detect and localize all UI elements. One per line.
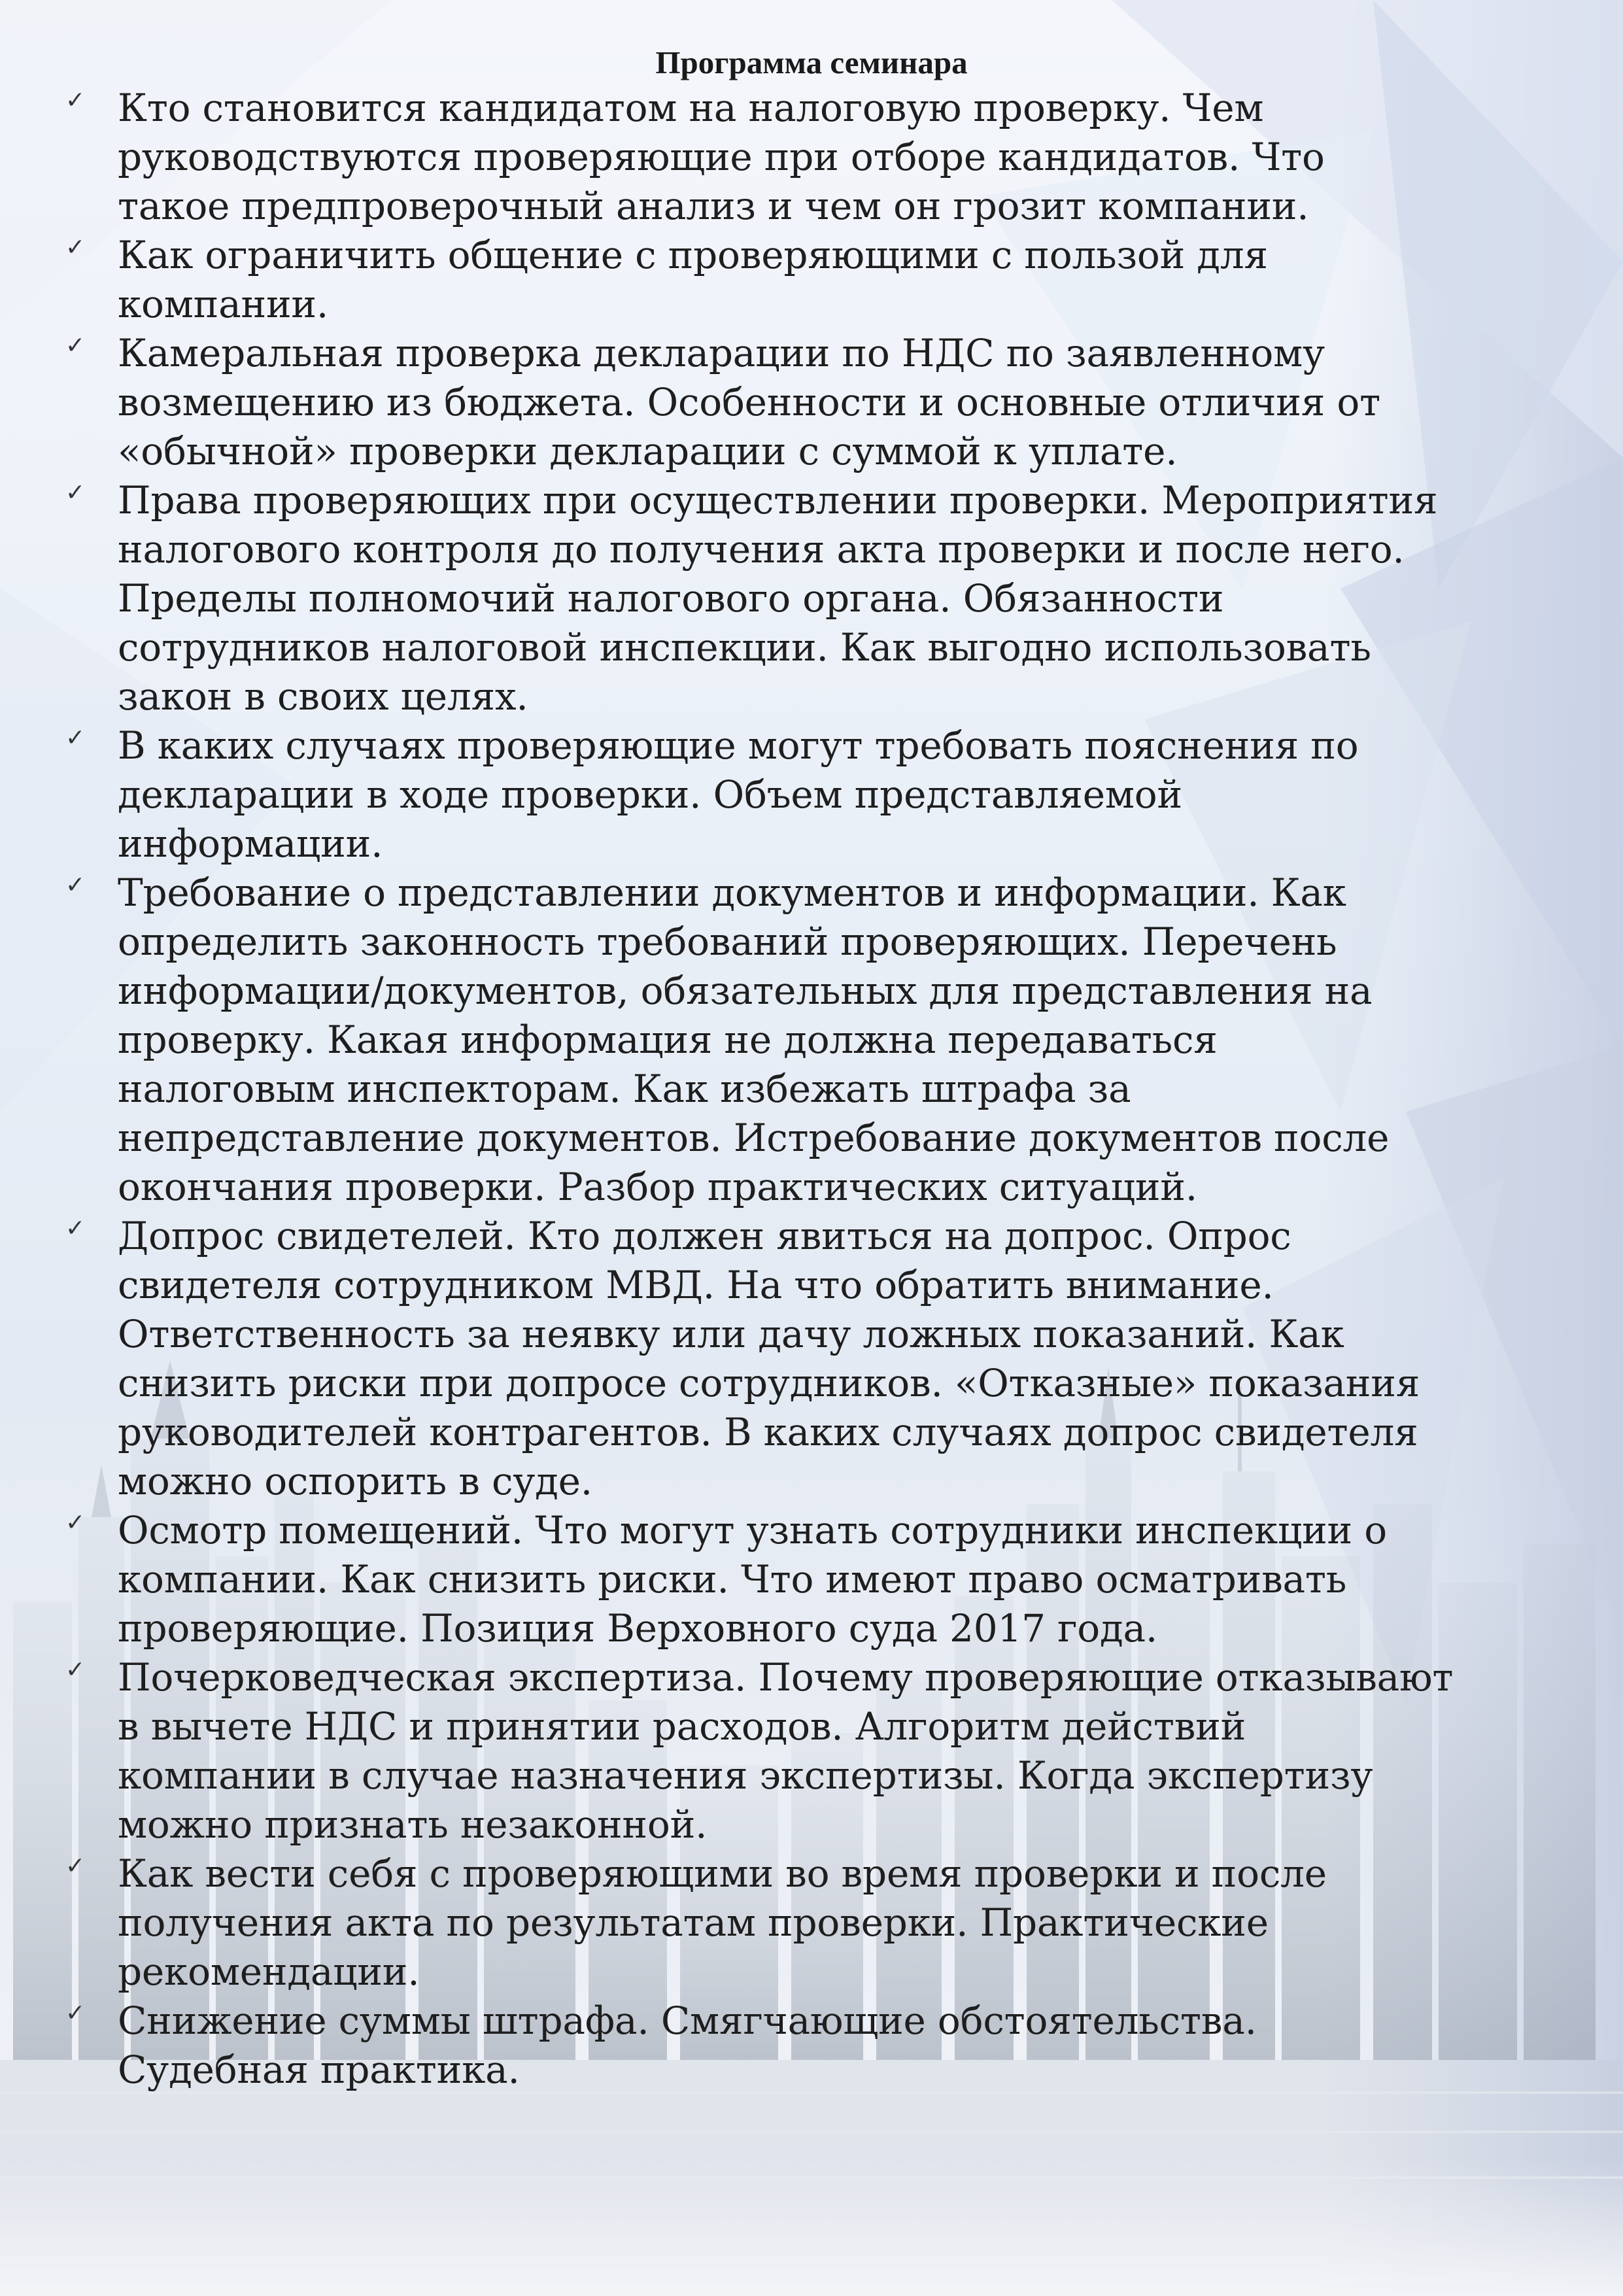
- checkmark-icon: ✓: [65, 1656, 85, 1683]
- list-item-line: возмещению из бюджета. Особенности и основные отличия от: [118, 380, 1380, 424]
- list-item-line: Осмотр помещений. Что могут узнать сотрудники инспекции о: [118, 1508, 1387, 1552]
- list-item-line: компании. Как снизить риски. Что имеют право осматривать: [118, 1557, 1347, 1602]
- list-item-line: Требование о представлении документов и информации. Как: [118, 870, 1346, 915]
- checkmark-icon: ✓: [65, 332, 85, 359]
- list-item-line: руководствуются проверяющие при отборе кандидатов. Что: [118, 135, 1325, 179]
- list-item-7: [0, 1212, 1589, 1506]
- list-item-1: [0, 84, 1589, 231]
- list-item-line: можно признать незаконной.: [118, 1802, 708, 1847]
- list-item-6: [0, 868, 1589, 1212]
- list-item-11: [0, 1996, 1589, 2095]
- list-item-5: [0, 721, 1589, 868]
- list-item-line: свидетеля сотрудником МВД. На что обратить внимание.: [118, 1263, 1274, 1307]
- checkmark-icon: ✓: [65, 87, 85, 114]
- list-item-line: проверяющие. Позиция Верховного суда 2017 года.: [118, 1606, 1158, 1651]
- list-item-line: рекомендации.: [118, 1949, 420, 1994]
- list-item-3: [0, 329, 1589, 476]
- list-item-2: [0, 231, 1589, 329]
- list-item-line: налогового контроля до получения акта проверки и после него.: [118, 527, 1405, 572]
- list-item-line: сотрудников налоговой инспекции. Как выгодно использовать: [118, 625, 1371, 670]
- checkmark-icon: ✓: [65, 234, 85, 261]
- list-item-line: Ответственность за неявку или дачу ложных показаний. Как: [118, 1312, 1344, 1356]
- list-item-9: [0, 1653, 1589, 1849]
- list-item-line: Как ограничить общение с проверяющими с пользой для: [118, 233, 1268, 277]
- list-item-line: такое предпроверочный анализ и чем он грозит компании.: [118, 184, 1309, 228]
- checkmark-icon: ✓: [65, 725, 85, 751]
- list-item-line: Кто становится кандидатом на налоговую проверку. Чем: [118, 86, 1264, 130]
- program-list: [0, 84, 1623, 2095]
- list-item-line: информации/документов, обязательных для представления на: [118, 968, 1373, 1013]
- list-item-line: «обычной» проверки декларации с суммой к уплате.: [118, 429, 1178, 473]
- list-item-line: можно оспорить в суде.: [118, 1459, 593, 1503]
- list-item-line: получения акта по результатам проверки. Практические: [118, 1900, 1269, 1945]
- list-item-line: Почерковедческая экспертиза. Почему проверяющие отказывают: [118, 1655, 1454, 1700]
- checkmark-icon: ✓: [65, 1215, 85, 1242]
- list-item-8: [0, 1506, 1589, 1653]
- list-item-line: в вычете НДС и принятии расходов. Алгоритм действий: [118, 1704, 1246, 1749]
- list-item-line: В каких случаях проверяющие могут требовать пояснения по: [118, 723, 1359, 768]
- list-item-line: налоговым инспекторам. Как избежать штрафа за: [118, 1067, 1131, 1111]
- list-item-line: Допрос свидетелей. Кто должен явиться на допрос. Опрос: [118, 1214, 1291, 1258]
- list-item-10: [0, 1849, 1589, 1996]
- checkmark-icon: ✓: [65, 2000, 85, 2027]
- list-item-line: проверку. Какая информация не должна передаваться: [118, 1018, 1218, 1062]
- page-title: Программа семинара: [655, 44, 968, 80]
- list-item-line: Судебная практика.: [118, 2048, 520, 2092]
- list-item-line: определить законность требований проверяющих. Перечень: [118, 919, 1337, 964]
- list-item-line: компании.: [118, 282, 329, 326]
- list-item-line: окончания проверки. Разбор практических ситуаций.: [118, 1165, 1197, 1209]
- list-item-line: декларации в ходе проверки. Объем представляемой: [118, 772, 1182, 817]
- list-item-line: Снижение суммы штрафа. Смягчающие обстоятельства.: [118, 1998, 1257, 2043]
- list-item-line: снизить риски при допросе сотрудников. «Отказные» показания: [118, 1361, 1420, 1405]
- checkmark-icon: ✓: [65, 872, 85, 899]
- list-item-4: [0, 476, 1589, 721]
- list-item-line: Как вести себя с проверяющими во время проверки и после: [118, 1851, 1327, 1896]
- checkmark-icon: ✓: [65, 1509, 85, 1536]
- checkmark-icon: ✓: [65, 1853, 85, 1879]
- list-item-line: Пределы полномочий налогового органа. Обязанности: [118, 576, 1224, 621]
- checkmark-icon: ✓: [65, 479, 85, 506]
- list-item-line: Права проверяющих при осуществлении проверки. Мероприятия: [118, 478, 1438, 523]
- list-item-line: закон в своих целях.: [118, 674, 528, 719]
- list-item-line: компании в случае назначения экспертизы. Когда экспертизу: [118, 1753, 1373, 1798]
- list-item-line: непредставление документов. Истребование документов после: [118, 1116, 1390, 1160]
- list-item-line: информации.: [118, 821, 383, 866]
- list-item-line: Камеральная проверка декларации по НДС по заявленному: [118, 331, 1325, 375]
- list-item-line: руководителей контрагентов. В каких случаях допрос свидетеля: [118, 1410, 1418, 1454]
